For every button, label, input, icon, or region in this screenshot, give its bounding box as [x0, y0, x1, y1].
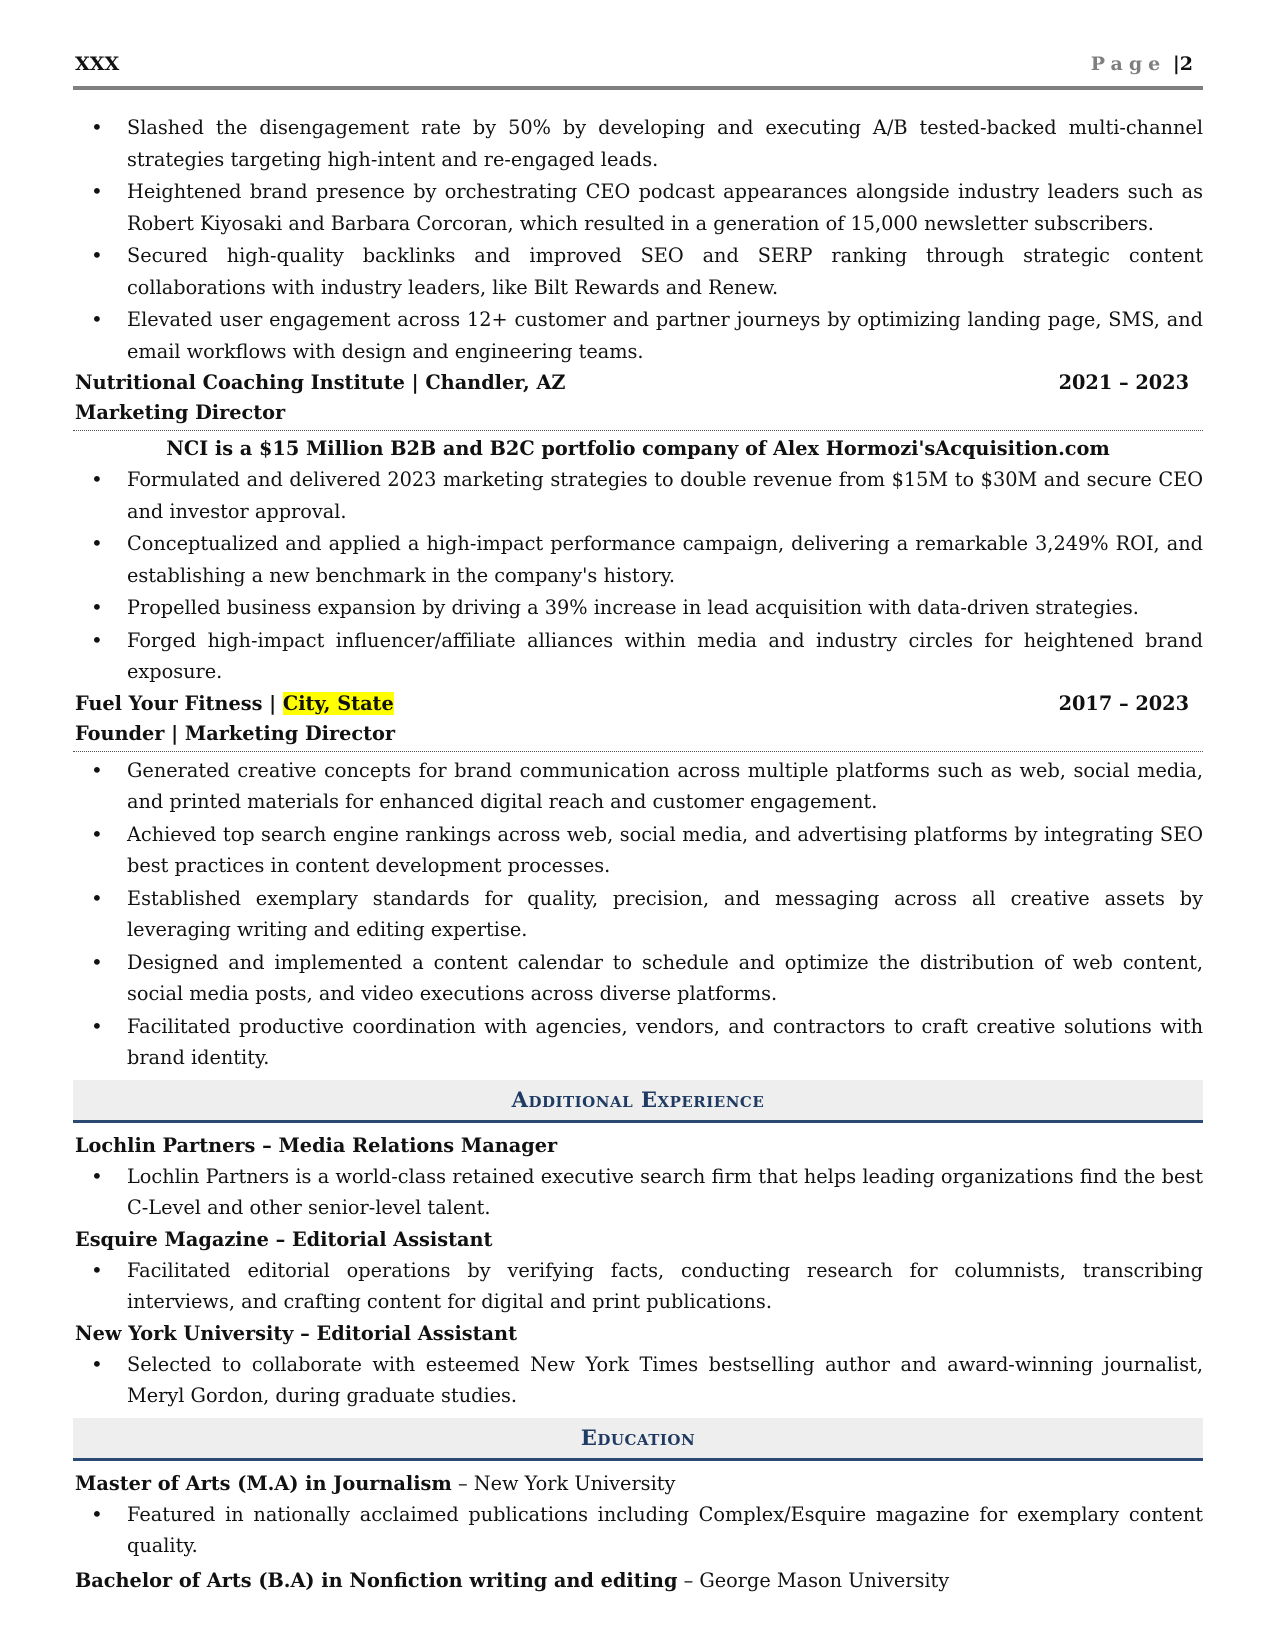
degree-title: Bachelor of Arts (B.A) in Nonfiction writing and editing: [75, 1568, 678, 1592]
bullet-item: • Secured high-quality backlinks and improved SEO and SERP ranking through strategic content collaborations with industry leaders, like Bilt Rewards and Renew.: [73, 240, 1203, 303]
additional-item-bullets: [73, 1161, 1203, 1224]
bullet-item: • Forged high-impact influencer/affiliate alliances within media and industry circles for heightened brand exposure.: [73, 625, 1203, 688]
bullet-item: • Achieved top search engine rankings across web, social media, and advertising platforms by integrating SEO best practices in content development processes.: [73, 819, 1203, 882]
bullet-item: • Designed and implemented a content calendar to schedule and optimize the distribution of web content, social media posts, and video executions across diverse platforms.: [73, 947, 1203, 1010]
bullet-item: • Formulated and delivered 2023 marketing strategies to double revenue from $15M to $30M and secure CEO and investor approval.: [73, 464, 1203, 527]
page-number: 2: [1179, 53, 1193, 75]
job-heading-nci: [73, 368, 1203, 398]
degree-title: Master of Arts (M.A) in Journalism: [75, 1471, 452, 1495]
section-heading-education: Education: [73, 1418, 1203, 1461]
education-ba: [73, 1566, 1203, 1596]
page-indicator: [1091, 53, 1193, 75]
section-heading-additional-experience: Additional Experience: [73, 1080, 1203, 1123]
additional-item-title: New York University – Editorial Assistant: [75, 1321, 517, 1345]
additional-item-bullets: [73, 1349, 1203, 1412]
page-separator: |: [1172, 53, 1180, 75]
additional-item-title: Lochlin Partners – Media Relations Manager: [75, 1133, 558, 1157]
bullet-item: • Generated creative concepts for brand communication across multiple platforms such as web, social media, and printed materials for enhanced digital reach and customer engagement.: [73, 755, 1203, 818]
job-company: Fuel Your Fitness |: [75, 691, 283, 715]
bullet-item: • Established exemplary standards for quality, precision, and messaging across all creative assets by leveraging writing and editing expertise.: [73, 883, 1203, 946]
education-ma: [73, 1469, 1203, 1499]
bullet-item: • Propelled business expansion by driving a 39% increase in lead acquisition with data-driven strategies.: [73, 592, 1203, 624]
bullet-item: • Conceptualized and applied a high-impact performance campaign, delivering a remarkable 3,249% ROI, and establishing a new benchmark in the company's history.: [73, 528, 1203, 591]
job-company: Nutritional Coaching Institute | Chandler, AZ: [75, 371, 566, 394]
dotted-divider: [73, 751, 1203, 752]
degree-school: – George Mason University: [677, 1568, 950, 1592]
bullet-item: • Featured in nationally acclaimed publications including Complex/Esquire magazine for exemplary content quality.: [73, 1499, 1203, 1562]
job-role: Marketing Director: [75, 401, 286, 424]
header-name: XXX: [75, 53, 120, 75]
nci-bullets: [73, 464, 1203, 688]
degree-school: – New York University: [451, 1471, 676, 1495]
job-dates: 2017 – 2023: [1058, 691, 1189, 715]
bullet-item: • Elevated user engagement across 12+ customer and partner journeys by optimizing landing page, SMS, and email workflows with design and engineering teams.: [73, 304, 1203, 367]
fyf-bullets: [73, 755, 1203, 1074]
bullet-item: • Facilitated editorial operations by verifying facts, conducting research for columnists, transcribing interviews, and crafting content for digital and print publications.: [73, 1255, 1203, 1318]
additional-item-title: Esquire Magazine – Editorial Assistant: [75, 1227, 493, 1251]
bullet-item: • Facilitated productive coordination with agencies, vendors, and contractors to craft creative solutions with brand identity.: [73, 1011, 1203, 1074]
bullet-item: • Heightened brand presence by orchestrating CEO podcast appearances alongside industry leaders such as Robert Kiyosaki and Barbara Corcoran, which resulted in a generation of 15,000 newsletter subscribers.: [73, 176, 1203, 239]
page-header: [73, 50, 1203, 90]
page-word: Page: [1090, 53, 1167, 75]
company-tagline: NCI is a $15 Million B2B and B2C portfolio company of Alex Hormozi'sAcquisition.com: [166, 437, 1110, 460]
dotted-divider: [73, 430, 1203, 431]
resume-content: [73, 112, 1203, 1596]
job-location-highlighted: City, State: [282, 691, 394, 715]
bullet-item: • Selected to collaborate with esteemed New York Times bestselling author and award-winning journalist, Meryl Gordon, during graduate studies.: [73, 1349, 1203, 1412]
bullet-item: • Lochlin Partners is a world-class retained executive search firm that helps leading organizations find the best C-Level and other senior-level talent.: [73, 1161, 1203, 1224]
education-ma-bullets: [73, 1499, 1203, 1562]
job-heading-fyf: [73, 689, 1203, 719]
additional-item-bullets: [73, 1255, 1203, 1318]
job-role: Founder | Marketing Director: [75, 721, 396, 745]
job-dates: 2021 – 2023: [1058, 371, 1189, 394]
previous-job-bullets: [73, 112, 1203, 367]
bullet-item: • Slashed the disengagement rate by 50% by developing and executing A/B tested-backed multi-channel strategies targeting high-intent and re-engaged leads.: [73, 112, 1203, 175]
